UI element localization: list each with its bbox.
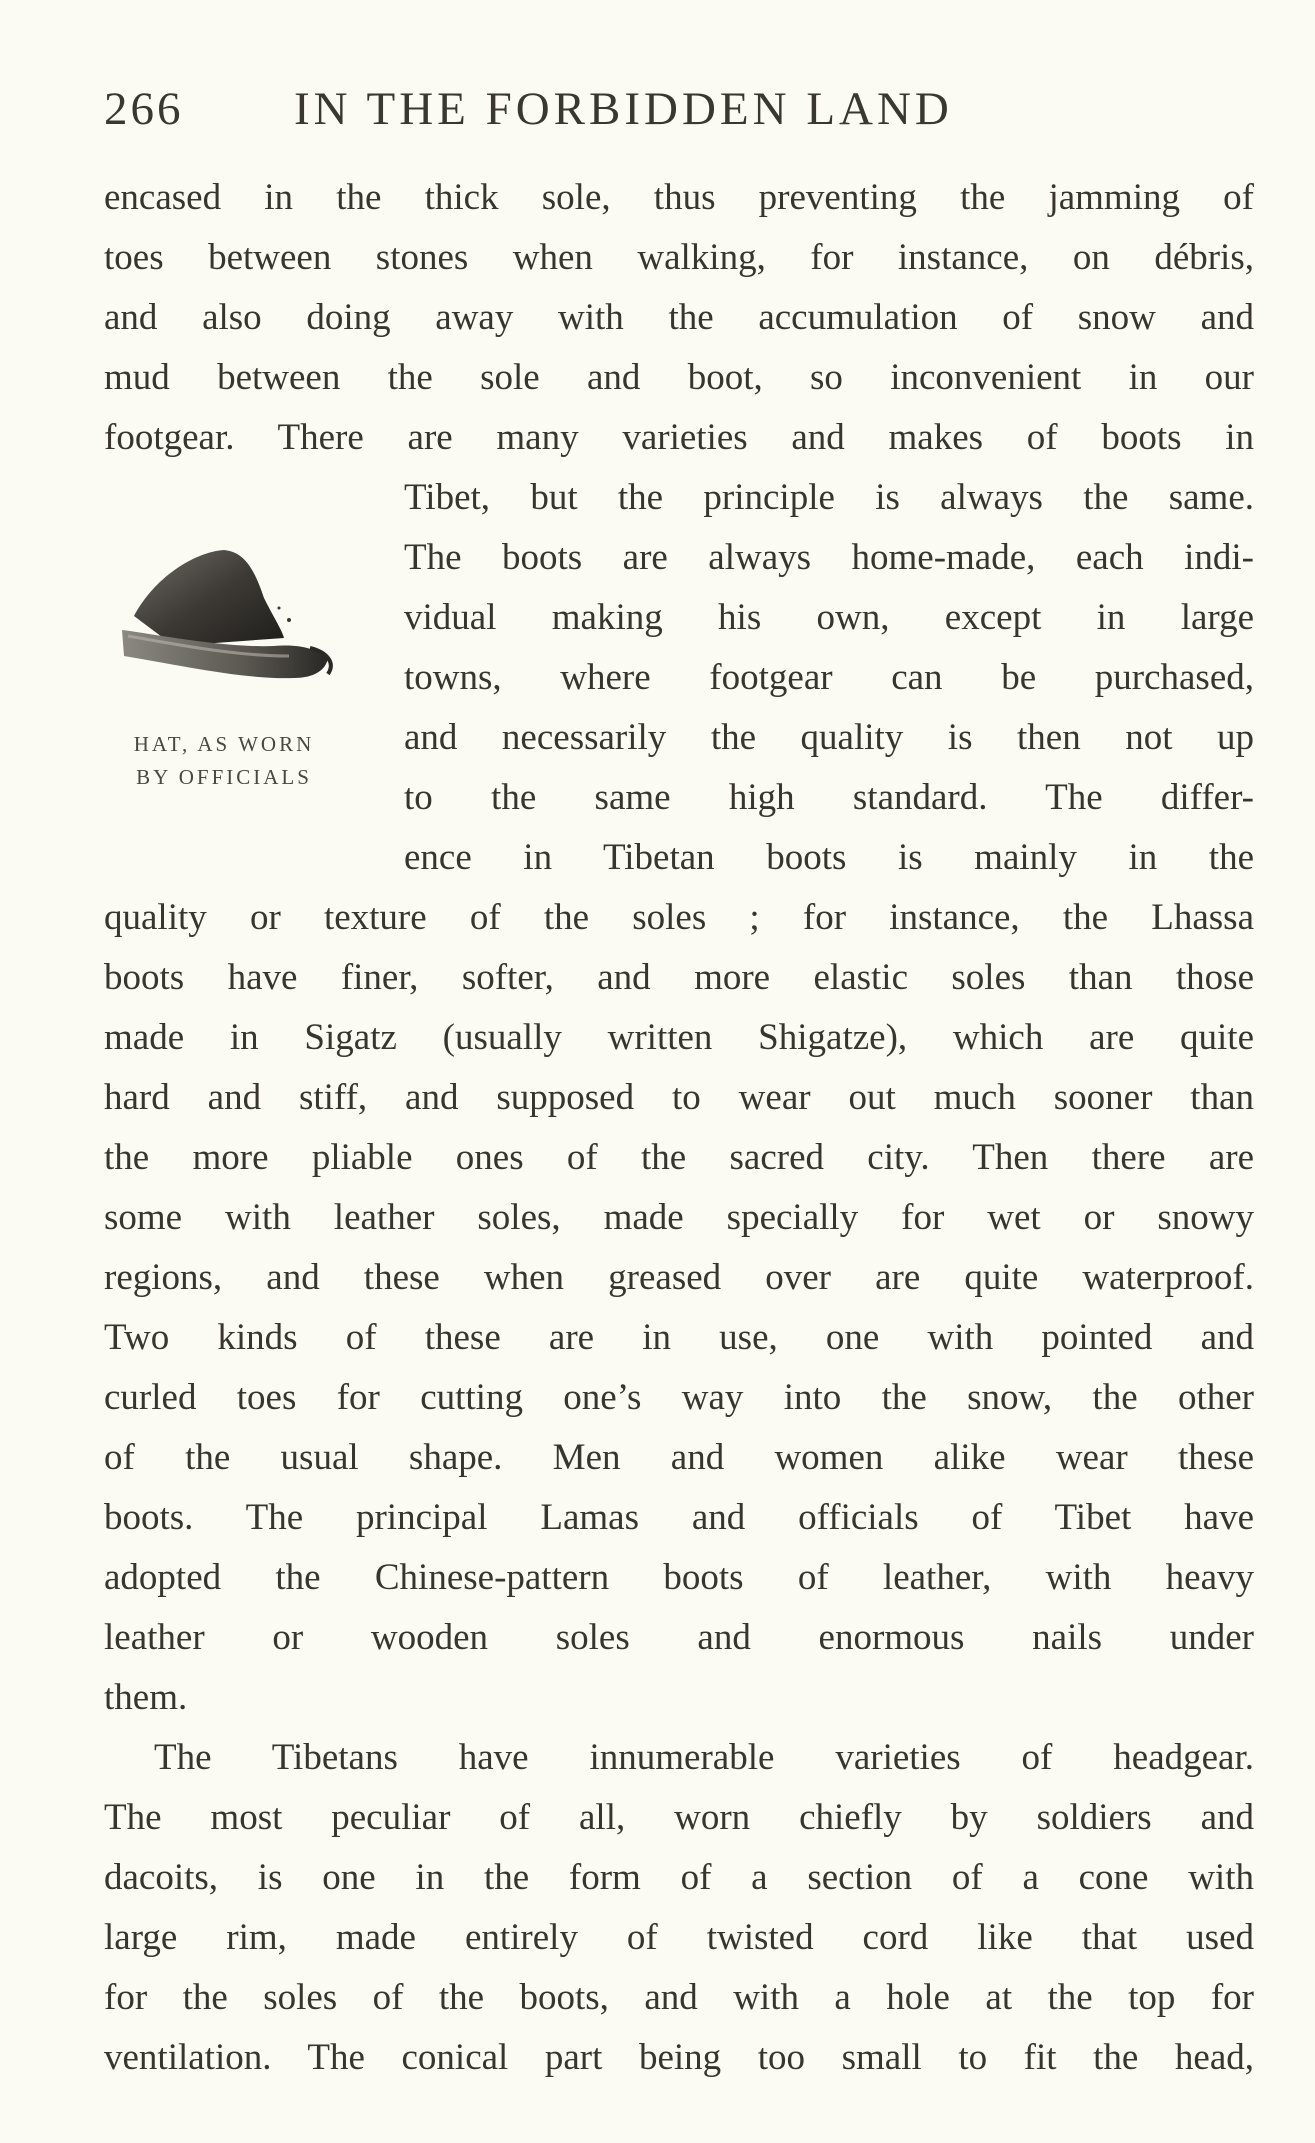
text-line: boots. The principal Lamas and officials of Tibet have <box>104 1497 1254 1538</box>
text-line: hard and stiff, and supposed to wear out much sooner than <box>104 1077 1254 1118</box>
body-text <box>104 168 1254 2088</box>
text-line: The most peculiar of all, worn chiefly by soldiers and <box>104 1797 1254 1838</box>
text-line: made in Sigatz (usually written Shigatze), which are quite <box>104 1017 1254 1058</box>
text-line: Two kinds of these are in use, one with pointed and <box>104 1317 1254 1358</box>
text-line: The boots are always home-made, each indi- <box>404 537 1254 578</box>
caption-line-1: HAT, AS WORN <box>133 732 315 756</box>
text-line: leather or wooden soles and enormous nails under <box>104 1617 1254 1658</box>
text-line: large rim, made entirely of twisted cord like that used <box>104 1917 1254 1958</box>
text-line: curled toes for cutting one’s way into the snow, the other <box>104 1377 1254 1418</box>
text-line: toes between stones when walking, for instance, on débris, <box>104 237 1254 278</box>
text-line: vidual making his own, except in large <box>404 597 1254 638</box>
text-line: for the soles of the boots, and with a hole at the top for <box>104 1977 1254 2018</box>
text-line: regions, and these when greased over are quite waterproof. <box>104 1257 1254 1298</box>
text-line: Tibet, but the principle is always the same. <box>404 477 1254 518</box>
text-line: boots have finer, softer, and more elastic soles than those <box>104 957 1254 998</box>
text-line: adopted the Chinese-pattern boots of leather, with heavy <box>104 1557 1254 1598</box>
text-line: and necessarily the quality is then not up <box>404 717 1254 758</box>
text-line: and also doing away with the accumulation of snow and <box>104 297 1254 338</box>
text-line: ventilation. The conical part being too small to fit the head, <box>104 2037 1254 2078</box>
text-line: mud between the sole and boot, so inconvenient in our <box>104 357 1254 398</box>
text-line: the more pliable ones of the sacred city. Then there are <box>104 1137 1254 1178</box>
text-line: ence in Tibetan boots is mainly in the <box>404 837 1254 878</box>
page-number: 266 <box>104 83 184 135</box>
text-line: them. <box>104 1677 188 1718</box>
text-line: dacoits, is one in the form of a section of a cone with <box>104 1857 1254 1898</box>
text-line: some with leather soles, made specially for wet or snowy <box>104 1197 1254 1238</box>
text-line: to the same high standard. The differ- <box>404 777 1254 818</box>
text-line: footgear. There are many varieties and makes of boots in <box>104 417 1254 458</box>
running-title: IN THE FORBIDDEN LAND <box>294 83 953 135</box>
text-line: encased in the thick sole, thus preventing the jamming of <box>104 177 1254 218</box>
text-line: quality or texture of the soles ; for instance, the Lhassa <box>104 897 1254 938</box>
text-line: The Tibetans have innumerable varieties of headgear. <box>154 1737 1254 1778</box>
text-line: towns, where footgear can be purchased, <box>404 657 1254 698</box>
text-line: of the usual shape. Men and women alike wear these <box>104 1437 1254 1478</box>
caption-line-2: BY OFFICIALS <box>136 765 312 789</box>
page-header <box>104 82 1254 142</box>
